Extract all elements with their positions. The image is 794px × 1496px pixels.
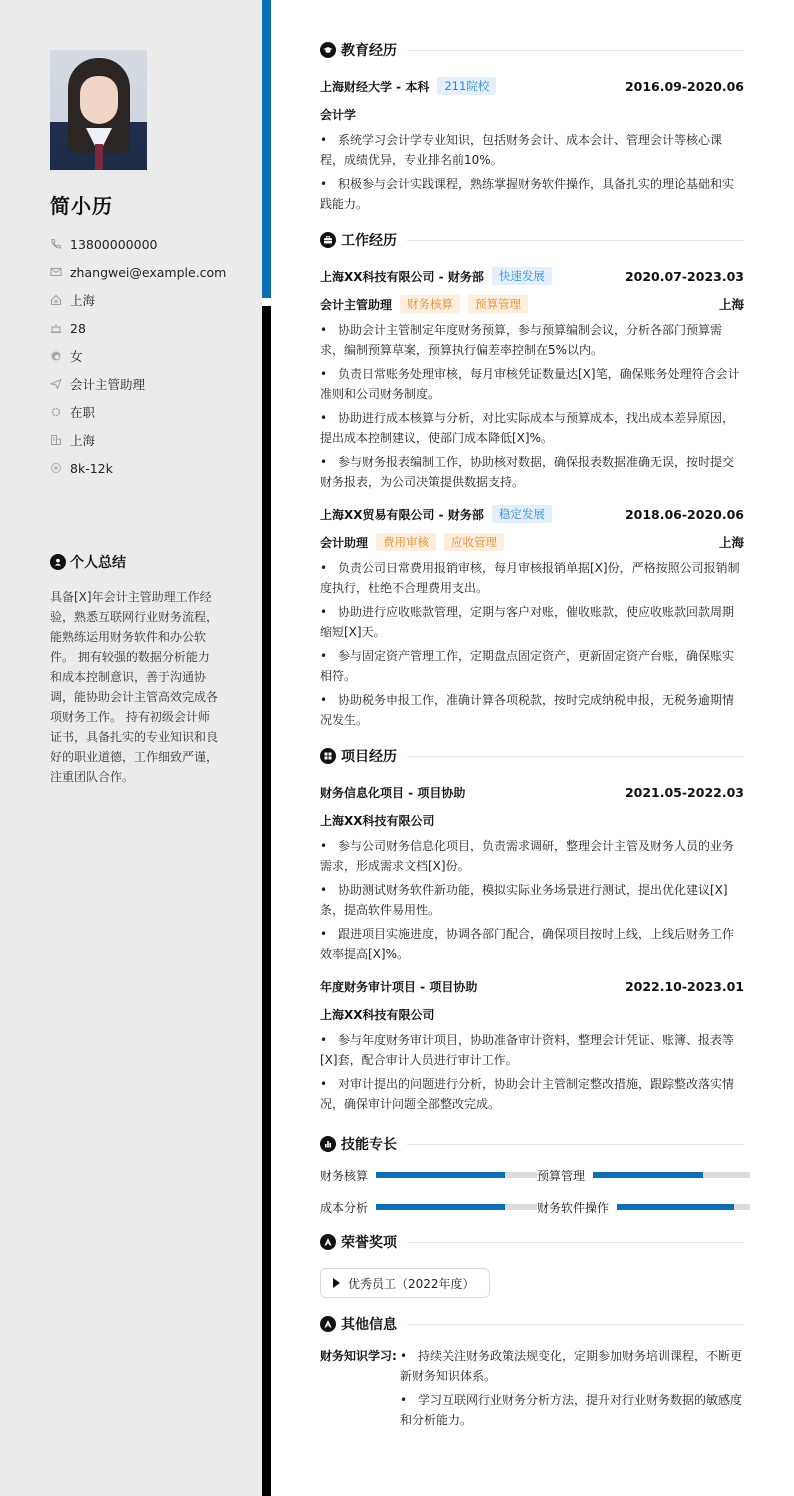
work-item [320, 262, 744, 492]
skill-tag: 应收管理 [444, 533, 504, 551]
work-heading: 工作经历 [320, 228, 744, 252]
grid-icon [320, 748, 336, 764]
skills-section [320, 1132, 744, 1216]
skill-bar [376, 1172, 537, 1178]
graduation-cap-icon [320, 42, 336, 58]
list-item: • 协助税务申报工作，准确计算各项税款，按时完成纳税申报，无税务逾期情况发生。 [320, 693, 735, 727]
divider [407, 1242, 744, 1243]
list-item: • 参与公司财务信息化项目，负责需求调研，整理会计主管及财务人员的业务需求，形成需求文档[X]份。 [320, 839, 735, 873]
other-section [320, 1312, 744, 1434]
company-name: 上海XX贸易有限公司 - 财务部 [320, 507, 484, 522]
profile-photo [50, 50, 147, 170]
project-item [320, 972, 744, 1114]
company-name: 上海XX科技有限公司 - 财务部 [320, 269, 484, 284]
info-gender: 女 [50, 342, 226, 370]
briefcase-icon [320, 232, 336, 248]
project-company: 上海XX科技有限公司 [320, 1007, 435, 1022]
info-phone: 13800000000 [50, 230, 226, 258]
education-section [320, 38, 744, 214]
skill-item: 财务软件操作 [537, 1198, 750, 1216]
project-date: 2022.10-2023.01 [624, 978, 744, 994]
school-name: 上海财经大学 - 本科 [320, 79, 430, 94]
list-item: • 对审计提出的问题进行分析，协助会计主管制定整改措施，跟踪整改落实情况，确保审计问题全部整改完成。 [320, 1077, 735, 1111]
status-icon [50, 406, 62, 418]
list-item: • 协助测试财务软件新功能，模拟实际业务场景进行测试，提出优化建议[X]条，提高软件易用性。 [320, 883, 728, 917]
sidebar [0, 0, 262, 1496]
info-age: 28 [50, 314, 226, 342]
list-item: • 负责公司日常费用报销审核，每月审核报销单据[X]份，严格按照公司报销制度执行，杜绝不合理费用支出。 [320, 561, 740, 595]
skill-tag: 费用审核 [376, 533, 436, 551]
list-item: • 参与财务报表编制工作，协助核对数据，确保报表数据准确无误，按时提交财务报表，为公司决策提供数据支持。 [320, 455, 735, 489]
list-item: • 学习互联网行业财务分析方法，提升对行业财务数据的敏感度和分析能力。 [400, 1393, 743, 1427]
other-label: 财务知识学习: [320, 1349, 397, 1363]
education-heading: 教育经历 [320, 38, 744, 62]
skill-bar [617, 1204, 750, 1210]
list-item: • 参与年度财务审计项目，协助准备审计资料，整理会计凭证、账簿、报表等[X]套，配合审计人员进行审计工作。 [320, 1033, 735, 1067]
info-email: zhangwei@example.com [50, 258, 226, 286]
other-heading: 其他信息 [320, 1312, 744, 1336]
list-item: • 系统学习会计学专业知识，包括财务会计、成本会计、管理会计等核心课程，成绩优异，专业排名前10%。 [320, 133, 723, 167]
skill-tag: 预算管理 [468, 295, 528, 313]
awards-section [320, 1230, 744, 1298]
work-section [320, 228, 744, 730]
divider [407, 1144, 744, 1145]
mail-icon [50, 266, 62, 278]
divider [407, 240, 744, 241]
projects-section [320, 744, 744, 1114]
accent-bar-black [262, 306, 271, 1496]
major-row [320, 100, 744, 128]
info-city: 上海 [50, 426, 226, 454]
accent-bar-blue [262, 0, 271, 298]
list-item: • 持续关注财务政策法规变化，定期参加财务培训课程，不断更新财务知识体系。 [400, 1349, 743, 1383]
work-location: 上海 [718, 297, 744, 312]
skills-heading: 技能专长 [320, 1132, 744, 1156]
cake-icon [50, 322, 62, 334]
major: 会计学 [320, 107, 357, 122]
salary-icon [50, 462, 62, 474]
list-item: • 跟进项目实施进度，协调各部门配合，确保项目按时上线，上线后财务工作效率提高[X]%。 [320, 927, 735, 961]
contact-info-list [50, 230, 226, 482]
info-position: 会计主管助理 [50, 370, 226, 398]
divider [407, 1324, 744, 1325]
position: 会计主管助理 [320, 297, 393, 312]
work-item [320, 500, 744, 730]
gender-icon [50, 350, 62, 362]
info-salary: 8k-12k [50, 454, 226, 482]
project-name: 财务信息化项目 - 项目协助 [320, 785, 466, 800]
send-icon [50, 378, 62, 390]
project-date: 2021.05-2022.03 [624, 784, 744, 800]
list-item: • 参与固定资产管理工作，定期盘点固定资产，更新固定资产台账，确保账实相符。 [320, 649, 735, 683]
skill-item: 预算管理 [537, 1166, 750, 1184]
info-status: 在职 [50, 398, 226, 426]
divider [407, 50, 744, 51]
skill-item: 财务核算 [320, 1166, 537, 1184]
work-date: 2020.07-2023.03 [624, 268, 744, 284]
bar-chart-icon [320, 1136, 336, 1152]
building-icon [50, 434, 62, 446]
play-triangle-icon [333, 1278, 340, 1288]
education-row [320, 72, 744, 100]
main-content [320, 38, 744, 1434]
list-item: • 协助进行应收账款管理，定期与客户对账，催收账款，使应收账款回款周期缩短[X]天。 [320, 605, 735, 639]
list-item: • 协助进行成本核算与分析，对比实际成本与预算成本，找出成本差异原因，提出成本控制建议，使部门成本降低[X]%。 [320, 411, 735, 445]
project-item [320, 778, 744, 964]
home-icon [50, 294, 62, 306]
education-bullets [320, 130, 744, 214]
list-item: • 协助会计主管制定年度财务预算，参与预算编制会议，分析各部门预算需求，编制预算草案，预算执行偏差率控制在5%以内。 [320, 323, 723, 357]
list-item: • 负责日常账务处理审核，每月审核凭证数量达[X]笔，确保账务处理符合会计准则和公司财务制度。 [320, 367, 740, 401]
company-tag: 快速发展 [492, 267, 552, 285]
project-name: 年度财务审计项目 - 项目协助 [320, 979, 478, 994]
skill-bar [593, 1172, 750, 1178]
position: 会计助理 [320, 535, 369, 550]
award-icon [320, 1234, 336, 1250]
project-company: 上海XX科技有限公司 [320, 813, 435, 828]
user-icon [50, 554, 66, 570]
summary-section [50, 552, 220, 787]
skill-item: 成本分析 [320, 1198, 537, 1216]
school-tag: 211院校 [437, 77, 496, 95]
skill-bar [376, 1204, 537, 1210]
summary-text: 具备[X]年会计主管助理工作经验，熟悉互联网行业财务流程，能熟练运用财务软件和办公软件。 拥有较强的数据分析能力和成本控制意识，善于沟通协调，能协助会计主管高效完成各项财务工作。 持有初级会计师证书，具备扎实的专业知识和良好的职业道德，工作细致严谨，注重团队合作。 [50, 590, 219, 784]
education-date: 2016.09-2020.06 [624, 78, 744, 94]
work-date: 2018.06-2020.06 [624, 506, 744, 522]
projects-heading: 项目经历 [320, 744, 744, 768]
list-item: • 积极参与会计实践课程，熟练掌握财务软件操作，具备扎实的理论基础和实践能力。 [320, 177, 735, 211]
work-location: 上海 [718, 535, 744, 550]
profile-name: 简小历 [50, 194, 113, 218]
divider [407, 756, 744, 757]
award-item: 优秀员工（2022年度） [320, 1268, 490, 1298]
summary-heading: 个人总结 [50, 552, 220, 572]
skill-tag: 财务核算 [400, 295, 460, 313]
company-tag: 稳定发展 [492, 505, 552, 523]
phone-icon [50, 238, 62, 250]
other-item [320, 1346, 744, 1434]
info-location: 上海 [50, 286, 226, 314]
skills-grid [320, 1166, 744, 1216]
awards-heading: 荣誉奖项 [320, 1230, 744, 1254]
award-icon [320, 1316, 336, 1332]
